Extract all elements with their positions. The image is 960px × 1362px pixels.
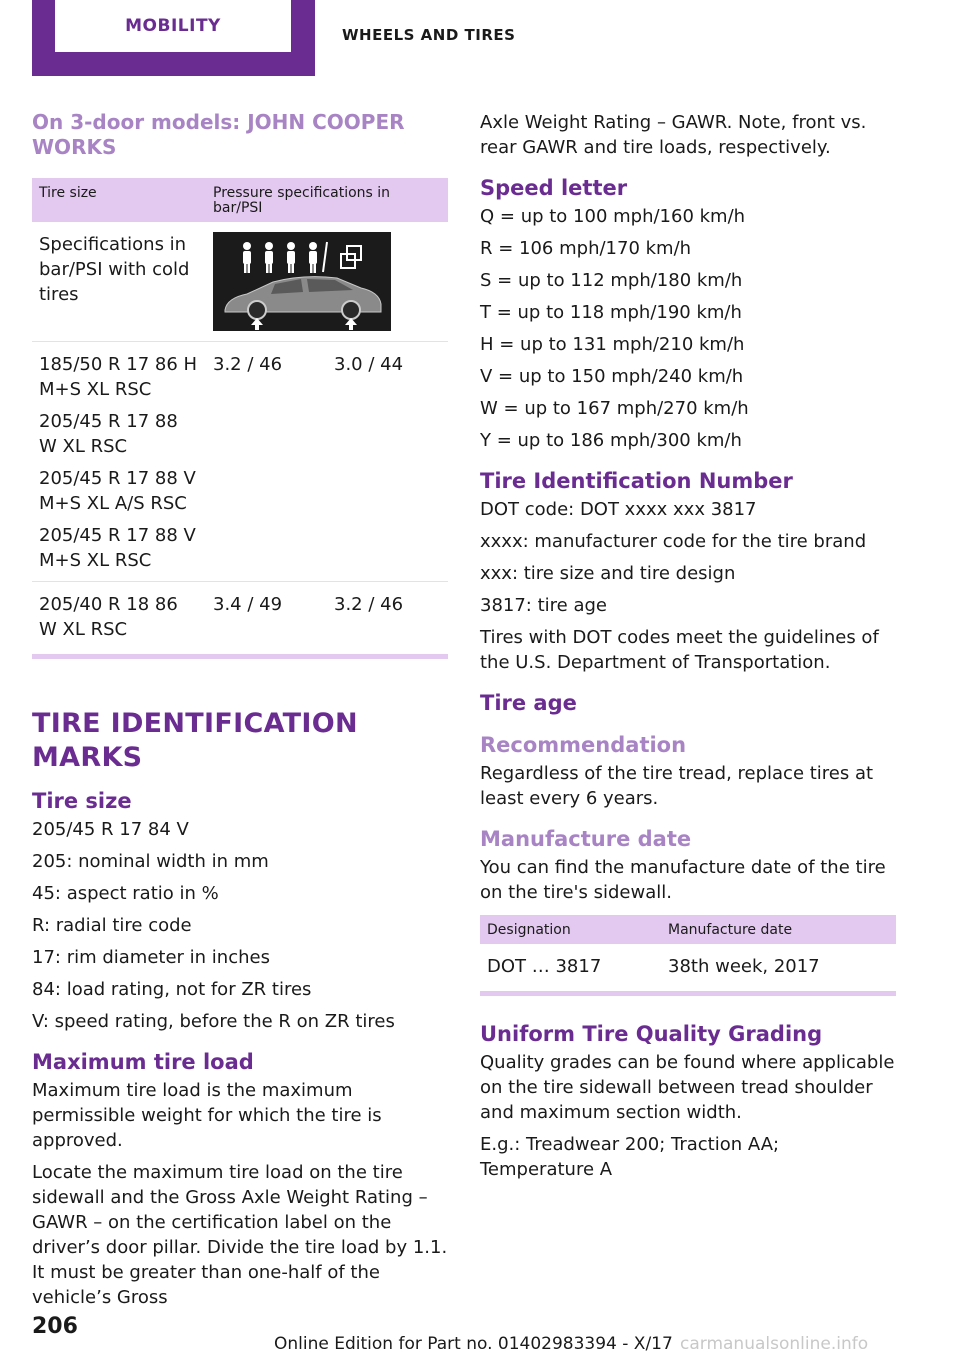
tire-identification-marks-heading: TIRE IDENTIFICATION MARKS <box>32 708 358 773</box>
utqg-text: Quality grades can be found where applicable on the tire sidewall between tread shoulder and maximum section width. <box>480 1052 895 1123</box>
header-category-label: MOBILITY <box>125 16 221 36</box>
table-end-rule <box>480 991 896 996</box>
speed-letter-line: T = up to 118 mph/190 km/h <box>480 302 742 323</box>
tire-size-cell <box>32 582 206 651</box>
manufacture-date-text: You can find the manufacture date of the tire on the tire's sidewall. <box>480 857 886 903</box>
tin-line: xxx: tire size and tire design <box>480 563 736 584</box>
speed-letter-line: R = 106 mph/170 km/h <box>480 238 692 259</box>
designation-value: DOT … 3817 <box>487 956 602 977</box>
speed-letter-heading: Speed letter <box>480 176 628 200</box>
tin-heading: Tire Identification Number <box>480 469 793 493</box>
jcw-table-heading: On 3-door models: JOHN COOPER WORKS <box>32 110 405 159</box>
utqg-text: E.g.: Treadwear 200; Traction AA; Temperature A <box>480 1134 780 1180</box>
tire-age-heading: Tire age <box>480 691 577 715</box>
luggage-icon <box>341 246 361 268</box>
watermark: carmanualsonline.info <box>680 1334 869 1354</box>
max-tire-load-heading: Maximum tire load <box>32 1050 254 1074</box>
designation-header: Designation <box>480 915 661 944</box>
manufacture-date-header: Manufacture date <box>661 915 896 944</box>
gawr-continuation: Axle Weight Rating – GAWR. Note, front vs. rear GAWR and tire loads, respectively. <box>480 112 867 158</box>
tire-size-line: 84: load rating, not for ZR tires <box>32 979 312 1000</box>
page-number: 206 <box>32 1314 78 1339</box>
speed-letter-line: Q = up to 100 mph/160 km/h <box>480 206 746 227</box>
tin-line: xxxx: manufacturer code for the tire brand <box>480 531 867 552</box>
tin-line: 3817: tire age <box>480 595 607 616</box>
tire-size-cell <box>32 342 206 582</box>
rear-pressure-value: 3.2 / 46 <box>334 594 404 615</box>
manufacture-date-table <box>480 915 896 987</box>
table-end-rule <box>32 654 448 659</box>
tire-size-value: 205/40 R 18 86 W XL RSC <box>39 594 178 640</box>
speed-letter-line: Y = up to 186 mph/300 km/h <box>480 430 742 451</box>
tire-size-line: R: radial tire code <box>32 915 192 936</box>
pressure-col-tire-size-header: Tire size <box>32 178 206 222</box>
left-column <box>32 110 448 1317</box>
speed-letter-line: W = up to 167 mph/270 km/h <box>480 398 749 419</box>
pressure-spec-label: Specifications in bar/PSI with cold tires <box>32 222 206 342</box>
tire-size-line: 205: nominal width in mm <box>32 851 269 872</box>
manufacture-date-value: 38th week, 2017 <box>668 956 820 977</box>
speed-letter-line: V = up to 150 mph/240 km/h <box>480 366 744 387</box>
tire-size-heading: Tire size <box>32 789 132 813</box>
tin-line: Tires with DOT codes meet the guidelines of the U.S. Department of Transportation. <box>480 627 879 673</box>
front-pressure-value: 3.2 / 46 <box>206 342 327 582</box>
tire-size-value: 205/45 R 17 88 V M+S XL RSC <box>39 525 196 571</box>
pressure-col-spec-header: Pressure specifications in bar/PSI <box>206 178 448 222</box>
utqg-heading: Uniform Tire Quality Grading <box>480 1022 823 1046</box>
manufacture-date-heading: Manufacture date <box>480 827 692 851</box>
max-tire-load-text: Maximum tire load is the maximum permissible weight for which the tire is approved. <box>32 1080 382 1151</box>
tire-size-value: 205/45 R 17 88 V M+S XL A/S RSC <box>39 468 196 514</box>
speed-letter-line: S = up to 112 mph/180 km/h <box>480 270 743 291</box>
header-category-tab <box>55 0 291 52</box>
recommendation-heading: Recommendation <box>480 733 687 757</box>
rear-pressure-value: 3.0 / 44 <box>327 342 448 582</box>
right-column <box>480 110 896 1189</box>
tin-line: DOT code: DOT xxxx xxx 3817 <box>480 499 757 520</box>
tire-pressure-table <box>32 178 448 650</box>
max-tire-load-text: Locate the maximum tire load on the tire sidewall and the Gross Axle Weight Rating – GAWR – on the certification label on the driver’s door pillar. Divide the tire load by 1.1. It must be greater than one-half of the vehicle’s Gross <box>32 1162 448 1308</box>
tire-size-line: 205/45 R 17 84 V <box>32 819 189 840</box>
front-pressure-value: 3.4 / 49 <box>213 594 283 615</box>
recommendation-text: Regardless of the tire tread, replace tires at least every 6 years. <box>480 763 874 809</box>
header-section-label: WHEELS AND TIRES <box>342 26 516 44</box>
tire-size-line: 45: aspect ratio in % <box>32 883 219 904</box>
passenger-icon <box>243 242 317 273</box>
edition-note: Online Edition for Part no. 01402983394 - X/17 <box>274 1334 673 1354</box>
arrow-up-icon <box>251 318 357 330</box>
tire-size-value: 205/45 R 17 88 W XL RSC <box>39 411 178 457</box>
tire-size-line: V: speed rating, before the R on ZR tires <box>32 1011 395 1032</box>
speed-letter-line: H = up to 131 mph/210 km/h <box>480 334 745 355</box>
tire-size-value: 185/50 R 17 86 H M+S XL RSC <box>39 354 198 400</box>
tire-size-line: 17: rim diameter in inches <box>32 947 270 968</box>
load-condition-pictogram <box>213 232 391 331</box>
